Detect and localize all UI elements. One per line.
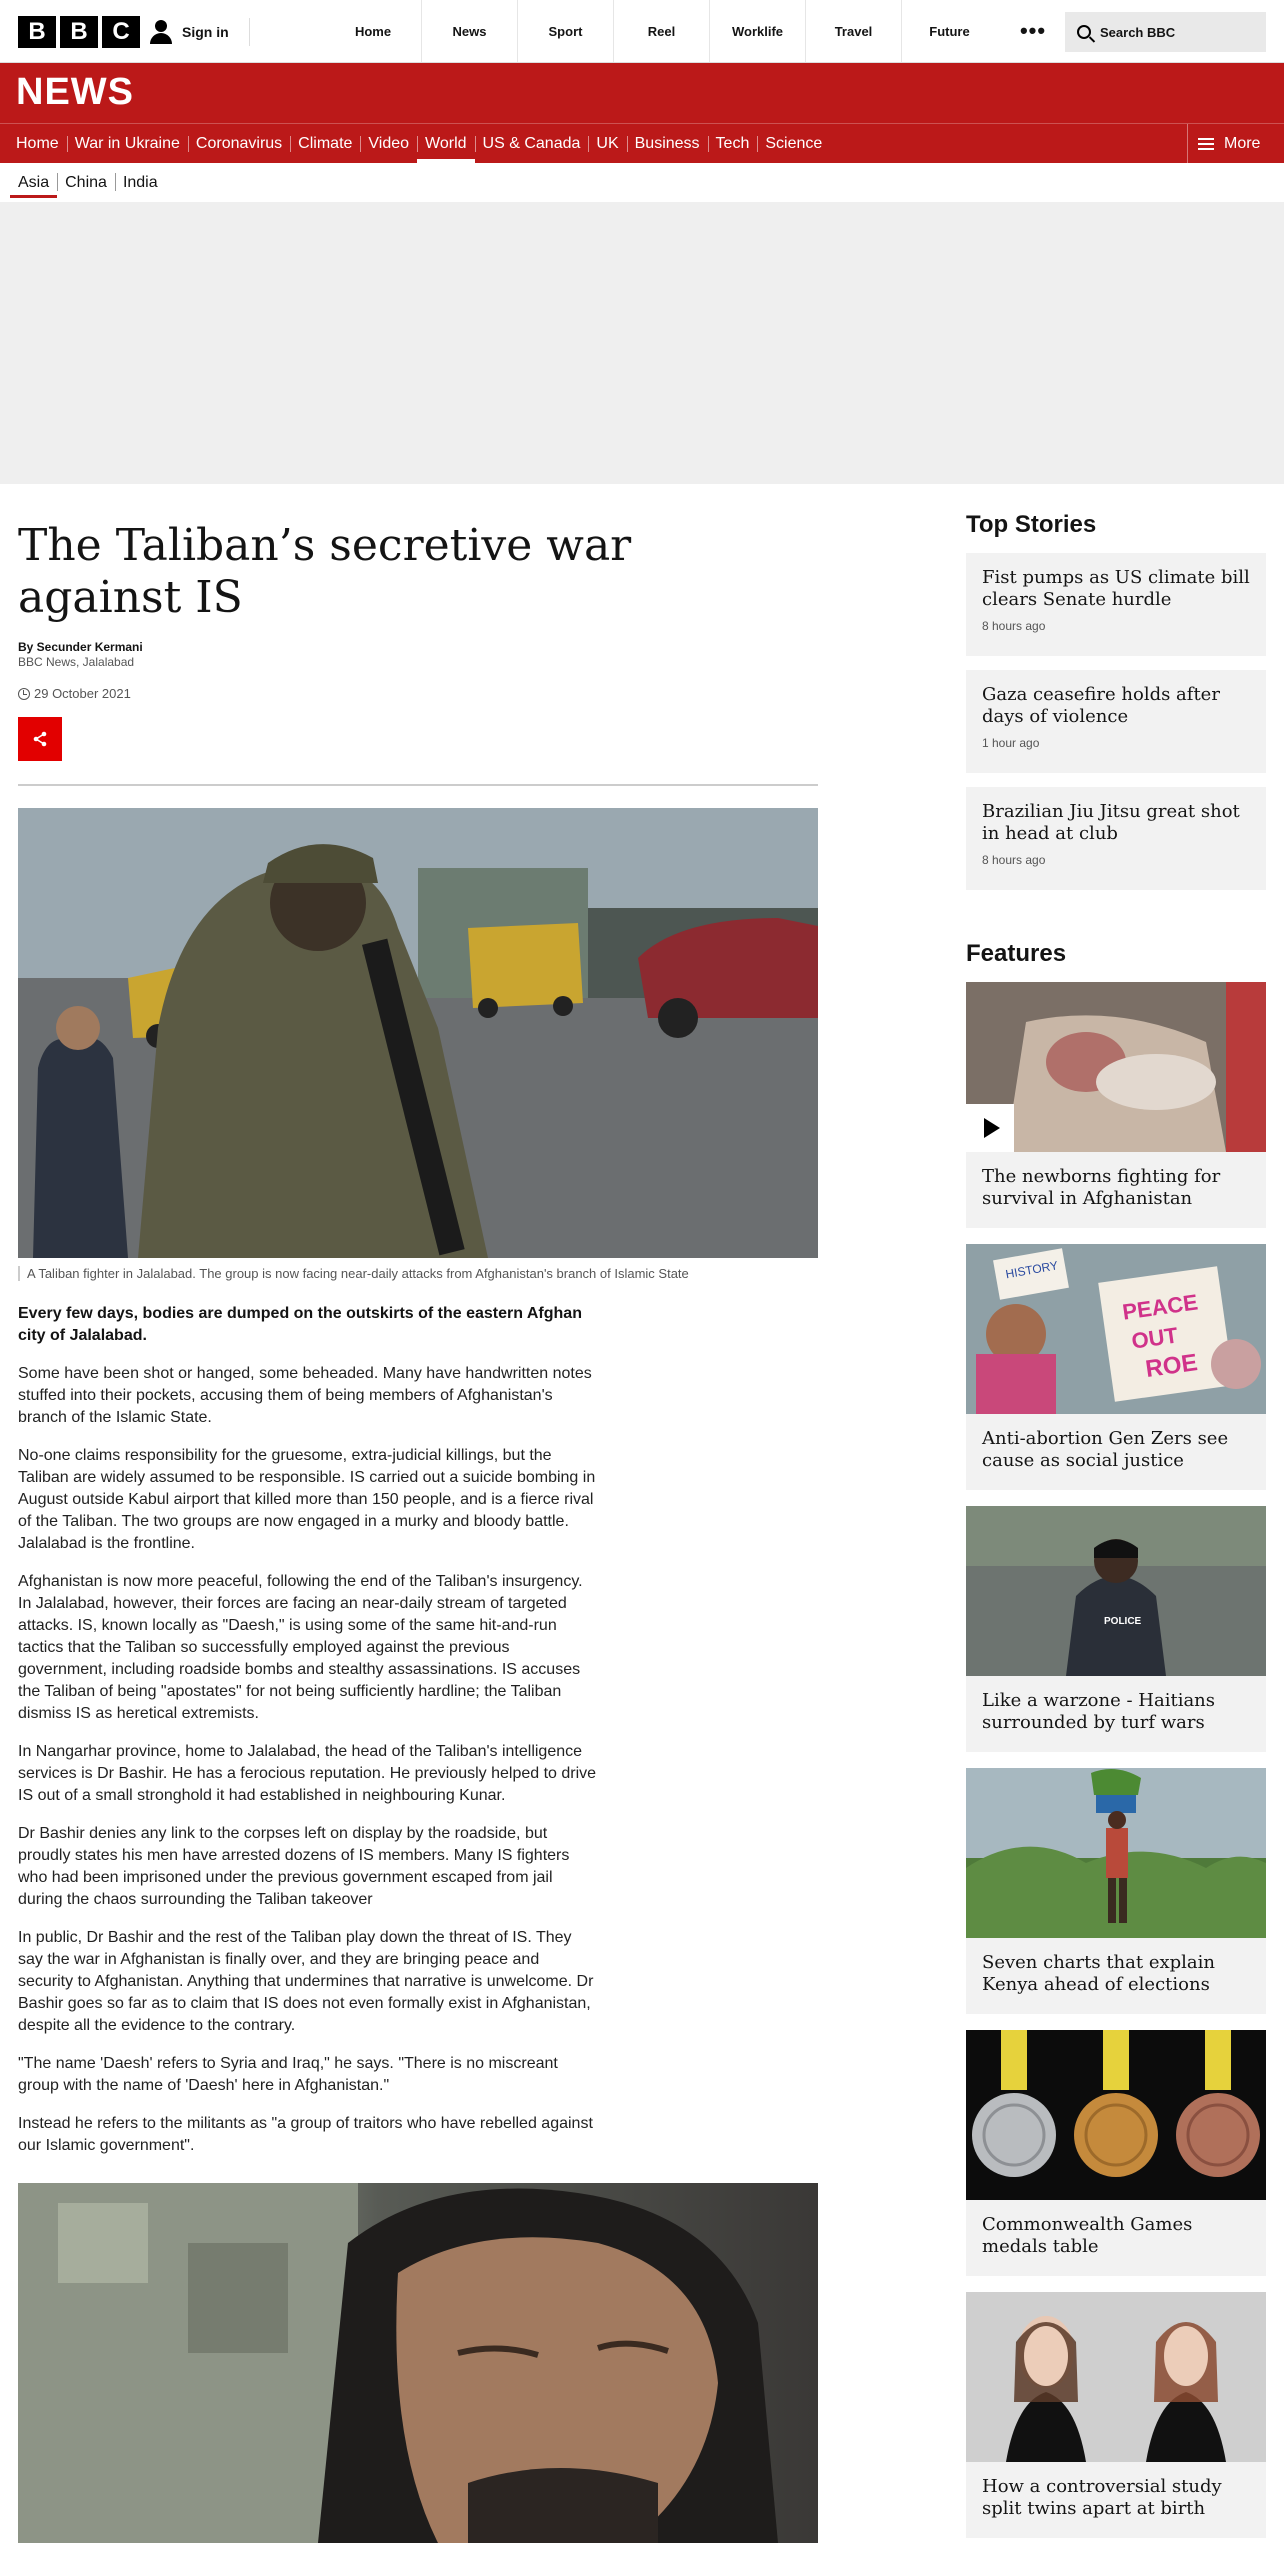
video-play-button[interactable] [966,1104,1014,1152]
section-nav-world[interactable]: World [417,124,475,163]
search-placeholder: Search BBC [1100,24,1176,40]
signin-label: Sign in [182,24,229,40]
feature-title: The newborns fighting for survival in Afghanistan [982,1166,1221,1209]
global-nav-worklife[interactable]: Worklife [709,0,805,62]
bbc-logo[interactable] [18,16,140,48]
protest-sign-peace: PEACE [1120,1289,1200,1325]
feature-title: Anti-abortion Gen Zers see cause as social justice [982,1428,1229,1471]
global-nav-news[interactable]: News [421,0,517,62]
article-paragraph: No-one claims responsibility for the gruesome, extra-judicial killings, but the Taliban are widely assumed to be responsible. IS carried out a suicide bombing in August outside Kabul airport that killed more than 150 people, and is a fierce rival of the Taliban. The two groups are now engaged in a murky and bloody battle. Jalalabad is the frontline. [18,1447,596,1552]
feature-card[interactable] [966,1506,1266,1752]
feature-title: Commonwealth Games medals table [982,2214,1193,2257]
article-paragraph: Instead he refers to the militants as "a group of traitors who have rebelled against our Islamic government". [18,2115,593,2154]
protest-sign-roe: ROE [1143,1349,1200,1384]
play-icon [984,1118,1000,1138]
publish-date [18,686,818,701]
article [18,484,818,2543]
hamburger-icon [1198,138,1214,150]
global-nav [325,0,997,62]
image-caption: A Taliban fighter in Jalalabad. The group is now facing near-daily attacks from Afghanistan's branch of Islamic State [18,1266,818,1281]
signin-button[interactable] [150,18,250,46]
top-story-card[interactable] [966,553,1266,656]
hero-image [18,808,818,1258]
section-nav-us-canada[interactable]: US & Canada [475,124,589,163]
publish-date-text: 29 October 2021 [34,686,131,701]
portrait-image-illustration [18,2183,818,2543]
top-story-card[interactable] [966,670,1266,773]
top-story-title: Fist pumps as US climate bill clears Senate hurdle [982,567,1250,610]
feature-title: Seven charts that explain Kenya ahead of elections [982,1952,1215,1995]
article-paragraph: In Nangarhar province, home to Jalalabad, the head of the Taliban's intelligence services is Dr Bashir. He has a ferocious reputation. He previously helped to drive IS out of a small stronghold it had established in neighbouring Kunar. [18,1743,597,1804]
top-story-time: 1 hour ago [982,736,1040,750]
protest-sign-history: HISTORY [1004,1258,1060,1282]
global-nav-reel[interactable]: Reel [613,0,709,62]
global-nav-future[interactable]: Future [901,0,997,62]
ad-placeholder [0,202,1284,484]
author-location: BBC News, Jalalabad [18,655,135,669]
logo-letter-c: C [102,16,140,48]
global-nav-sport[interactable]: Sport [517,0,613,62]
logo-letter-b2: B [60,16,98,48]
twins-illustration [966,2292,1266,2462]
article-paragraph: "The name 'Daesh' refers to Syria and Iraq," he says. "There is no miscreant group with the name of 'Daesh' here in Afghanistan." [18,2055,558,2094]
protest-illustration [966,1244,1266,1414]
top-story-title: Gaza ceasefire holds after days of violence [982,684,1220,727]
feature-card[interactable] [966,1768,1266,2014]
feature-image [966,1506,1266,1676]
sub-nav-china[interactable]: China [57,163,115,202]
top-story-time: 8 hours ago [982,853,1046,867]
global-nav-travel[interactable]: Travel [805,0,901,62]
section-more-button[interactable] [1187,124,1284,163]
section-nav-coronavirus[interactable]: Coronavirus [188,124,290,163]
section-more-label: More [1224,134,1261,152]
news-banner [0,63,1284,123]
feature-image [966,2292,1266,2462]
section-nav-business[interactable]: Business [627,124,708,163]
share-button[interactable] [18,717,62,761]
section-nav-science[interactable]: Science [757,124,830,163]
section-nav [0,123,1284,163]
article-paragraph: In public, Dr Bashir and the rest of the Taliban play down the threat of IS. They say the war in Afghanistan is finally over, and they are bringing peace and security to Afghanistan. Anything that undermines that narrative is unwelcome. Dr Bashir goes so far as to claim that IS does not even formally exist in Afghanistan, despite all the evidence to the contrary. [18,1929,594,2034]
more-menu-button[interactable]: ••• [1019,18,1047,43]
portrait-image [18,2183,818,2543]
header-divider [18,784,818,786]
share-icon [32,731,48,747]
sub-nav [0,163,1284,202]
author-name: By Secunder Kermani [18,640,143,654]
search-icon [1077,25,1091,39]
section-nav-war-in-ukraine[interactable]: War in Ukraine [67,124,188,163]
feature-card[interactable] [966,2292,1266,2538]
global-nav-home[interactable]: Home [354,23,392,39]
section-nav-video[interactable]: Video [360,124,417,163]
logo-letter-b1: B [18,16,56,48]
hero-image-illustration [18,808,818,1258]
sidebar [966,484,1266,2538]
clock-icon [18,688,30,700]
top-story-time: 8 hours ago [982,619,1046,633]
article-lead: Every few days, bodies are dumped on the outskirts of the eastern Afghan city of Jalalabad. [18,1305,582,1344]
feature-title: Like a warzone - Haitians surrounded by turf wars [982,1690,1216,1733]
top-story-card[interactable] [966,787,1266,890]
section-nav-home[interactable]: Home [16,134,59,152]
sub-nav-asia[interactable]: Asia [10,163,57,202]
bbc-global-header [0,0,1284,63]
feature-image [966,1244,1266,1414]
section-nav-uk[interactable]: UK [588,124,626,163]
article-headline: The Taliban’s secretive war against IS [18,520,632,623]
police-vest-label: POLICE [1104,1616,1142,1627]
feature-card[interactable] [966,1244,1266,1490]
news-wordmark[interactable]: NEWS [16,71,134,113]
feature-image [966,982,1266,1152]
medals-illustration [966,2030,1266,2200]
feature-image [966,1768,1266,1938]
user-icon [150,20,172,44]
protest-sign-out: OUT [1129,1322,1180,1354]
kenya-illustration [966,1768,1266,1938]
section-nav-climate[interactable]: Climate [290,124,360,163]
article-paragraph: Some have been shot or hanged, some beheaded. Many have handwritten notes stuffed into their pockets, accusing them of being members of Afghanistan's branch of the Islamic State. [18,1365,592,1426]
feature-image [966,2030,1266,2200]
top-story-title: Brazilian Jiu Jitsu great shot in head at club [982,801,1240,844]
feature-card[interactable] [966,982,1266,1228]
top-stories-title: Top Stories [966,511,1097,538]
feature-card[interactable] [966,2030,1266,2276]
article-paragraph: Afghanistan is now more peaceful, following the end of the Taliban's insurgency. In Jalalabad, however, their forces are facing an near-daily stream of targeted attacks. IS, known locally as "Daesh," is using some of the same hit-and-run tactics that the Taliban so successfully employed against the previous government, including roadside bombs and stealthy assassinations. IS accuses the Taliban of being "apostates" for not being sufficiently hardline; the Taliban dismiss IS as heretical extremists. [18,1573,583,1722]
haiti-illustration [966,1506,1266,1676]
search-box[interactable] [1065,12,1266,52]
features-title: Features [966,940,1067,967]
sub-nav-india[interactable]: India [115,163,166,202]
section-nav-tech[interactable]: Tech [708,124,758,163]
feature-title: How a controversial study split twins apart at birth [982,2476,1222,2519]
article-paragraph: Dr Bashir denies any link to the corpses left on display by the roadside, but proudly states his men have arrested dozens of IS members. Many IS fighters who had been imprisoned under the previous government escaped from jail during the chaos surrounding the Taliban takeover [18,1825,570,1908]
byline [18,640,818,669]
